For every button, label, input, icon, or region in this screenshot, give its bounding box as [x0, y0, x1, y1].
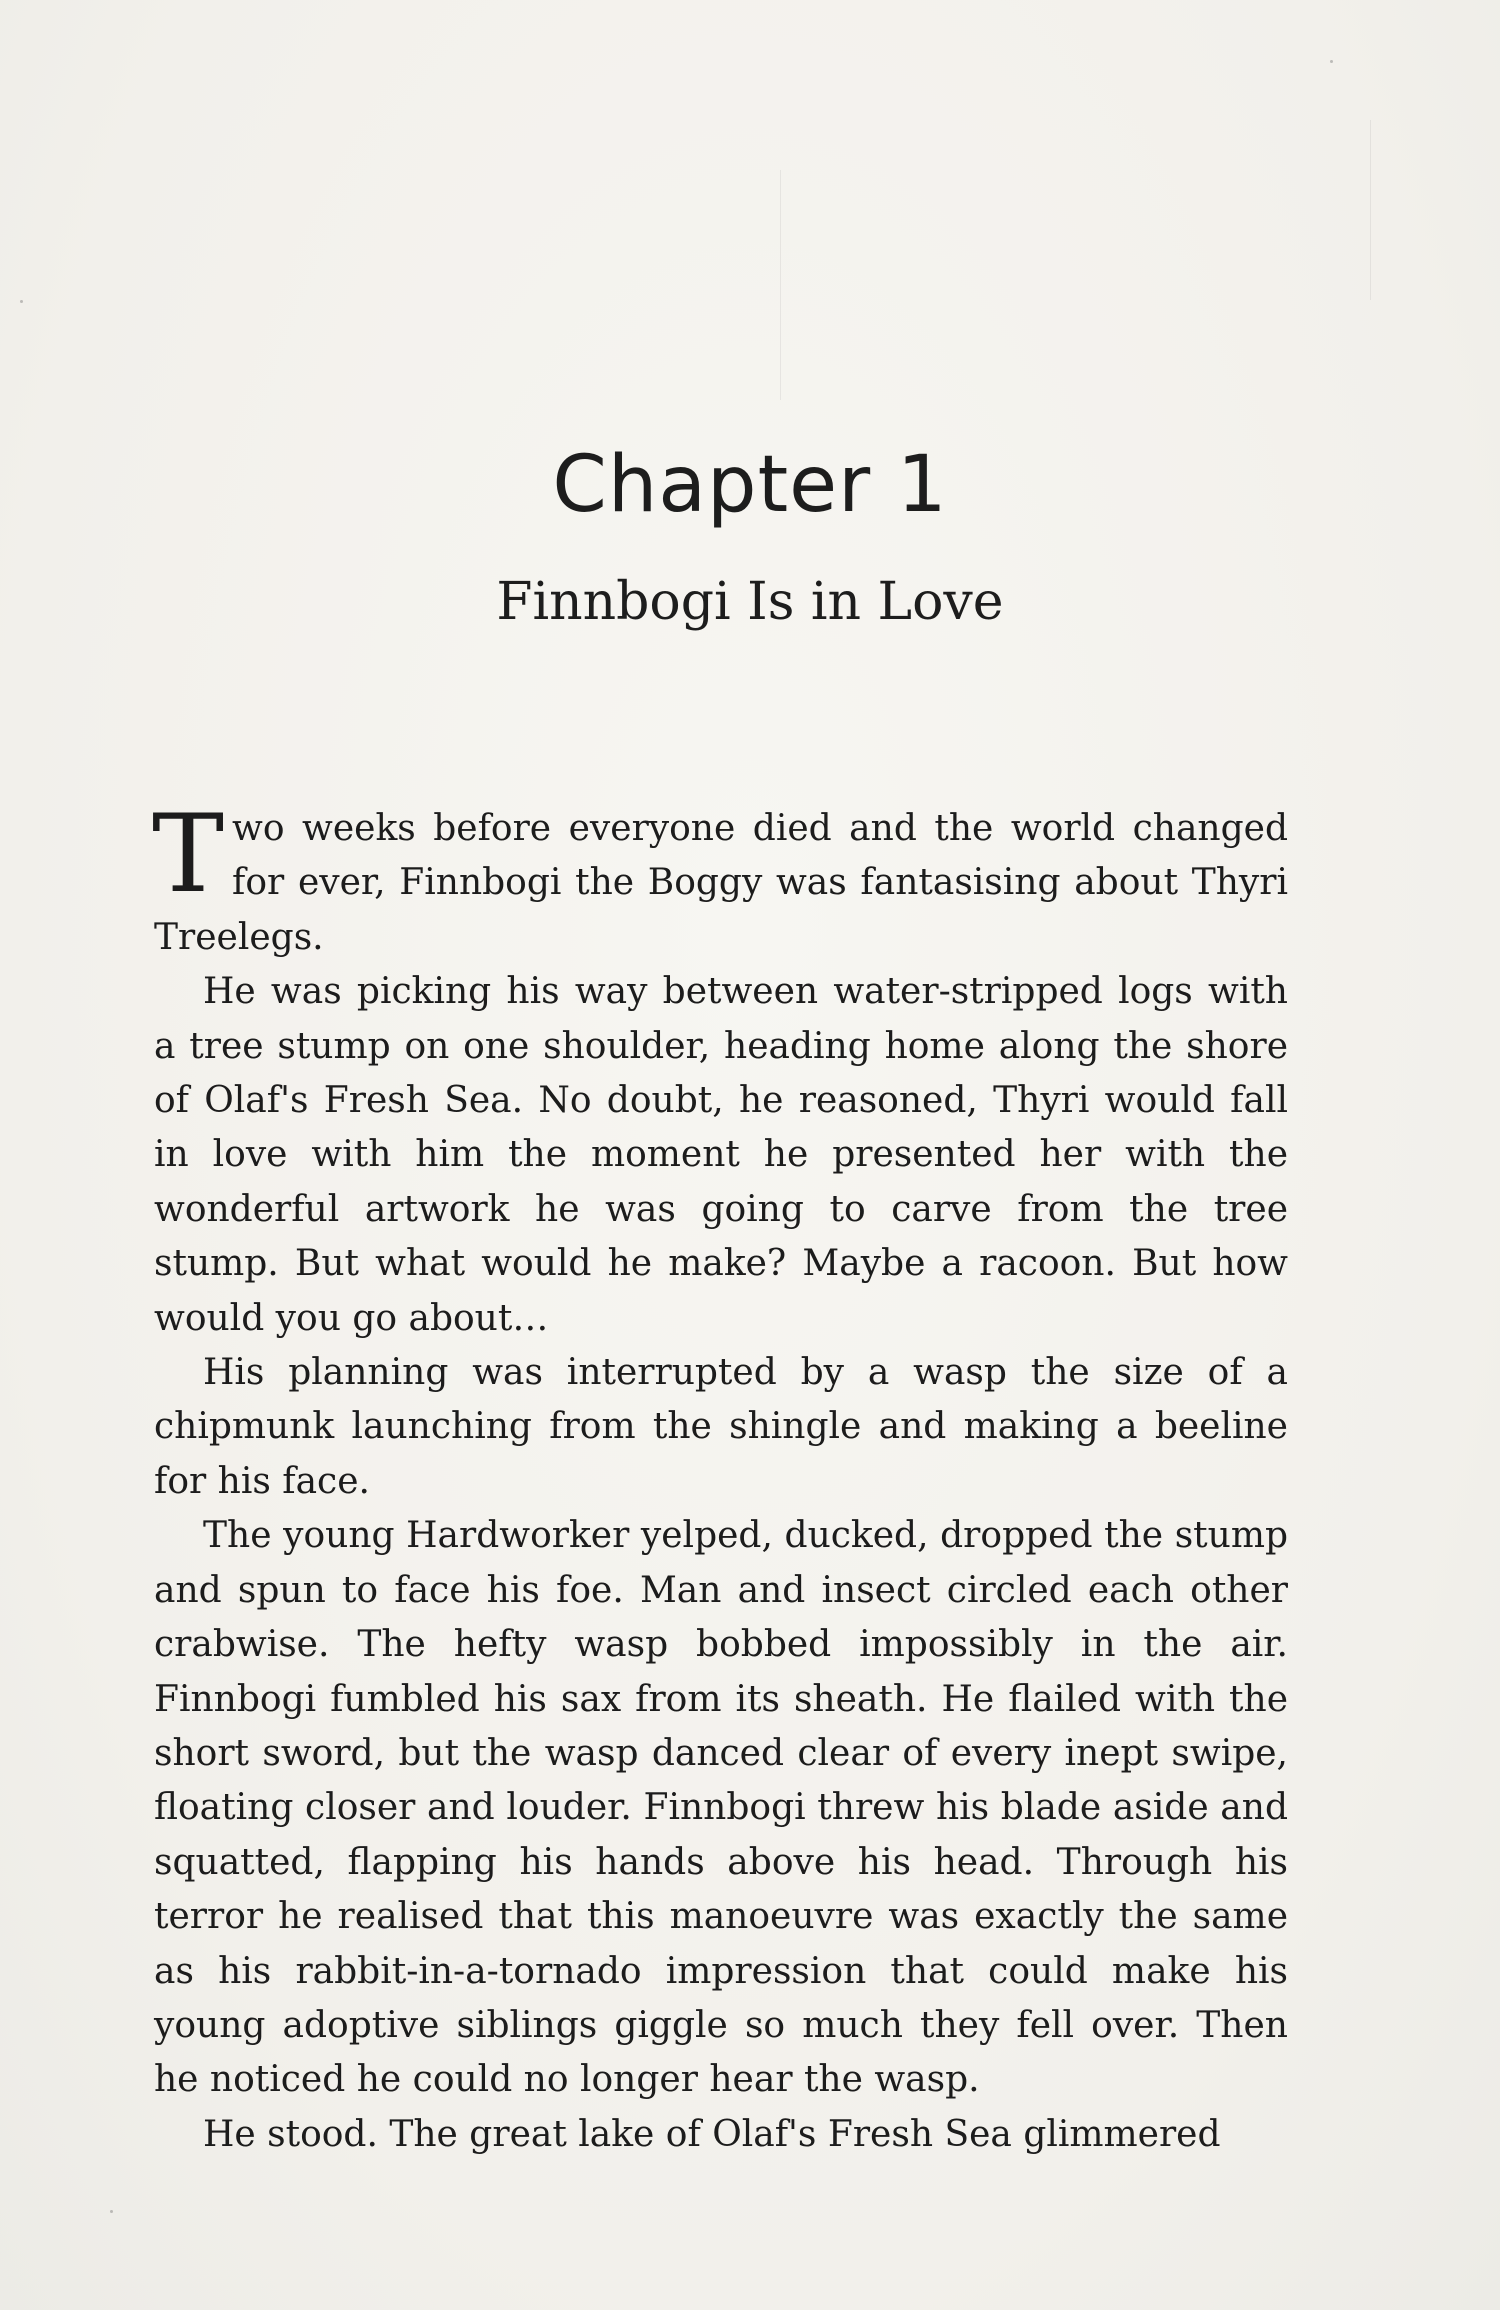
scan-artifact-line: [780, 170, 781, 400]
paragraph-1: [152, 792, 1288, 965]
scan-speck: [110, 2210, 113, 2213]
paragraph-1-text: wo weeks before everyone died and the world changed for ever, Finnbogi the Boggy was fantasising about Thyri Treelegs.: [154, 808, 1288, 958]
paragraph-2: He was picking his way between water-stripped logs with a tree stump on one shoulder, heading home along the shore of Olaf's Fresh Sea. No doubt, he reasoned, Thyri would fall in love with him the moment he presented her with the wonderful artwork he was going to carve from the tree stump. But what would he make? Maybe a racoon. But how would you go about…: [154, 971, 1288, 1339]
chapter-heading: Chapter 1: [552, 440, 948, 530]
scan-artifact-line: [1370, 120, 1371, 300]
paragraph-3: His planning was interrupted by a wasp the size of a chipmunk launching from the shingle and making a beeline for his face.: [154, 1352, 1288, 1502]
paragraph-5: He stood. The great lake of Olaf's Fresh Sea glimmered: [203, 2113, 1221, 2155]
chapter-title: Finnbogi Is in Love: [496, 572, 1004, 632]
paragraph-4: The young Hardworker yelped, ducked, dropped the stump and spun to face his foe. Man and insect circled each other crabwise. The hefty wasp bobbed impossibly in the air. Finnbogi fumbled his sax from its sheath. He flailed with the short sword, but the wasp danced clear of every inept swipe, floating closer and louder. Finnbogi threw his blade aside and squatted, flapping his hands above his head. Through his terror he realised that this manoeuvre was exactly the same as his rabbit-in-a-tornado impression that could make his young adoptive siblings giggle so much they fell over. Then he noticed he could no longer hear the wasp.: [154, 1515, 1288, 2101]
drop-cap: T: [152, 792, 225, 917]
scan-speck: [1330, 60, 1333, 63]
scan-speck: [20, 300, 23, 303]
chapter-body: [152, 792, 1288, 2162]
